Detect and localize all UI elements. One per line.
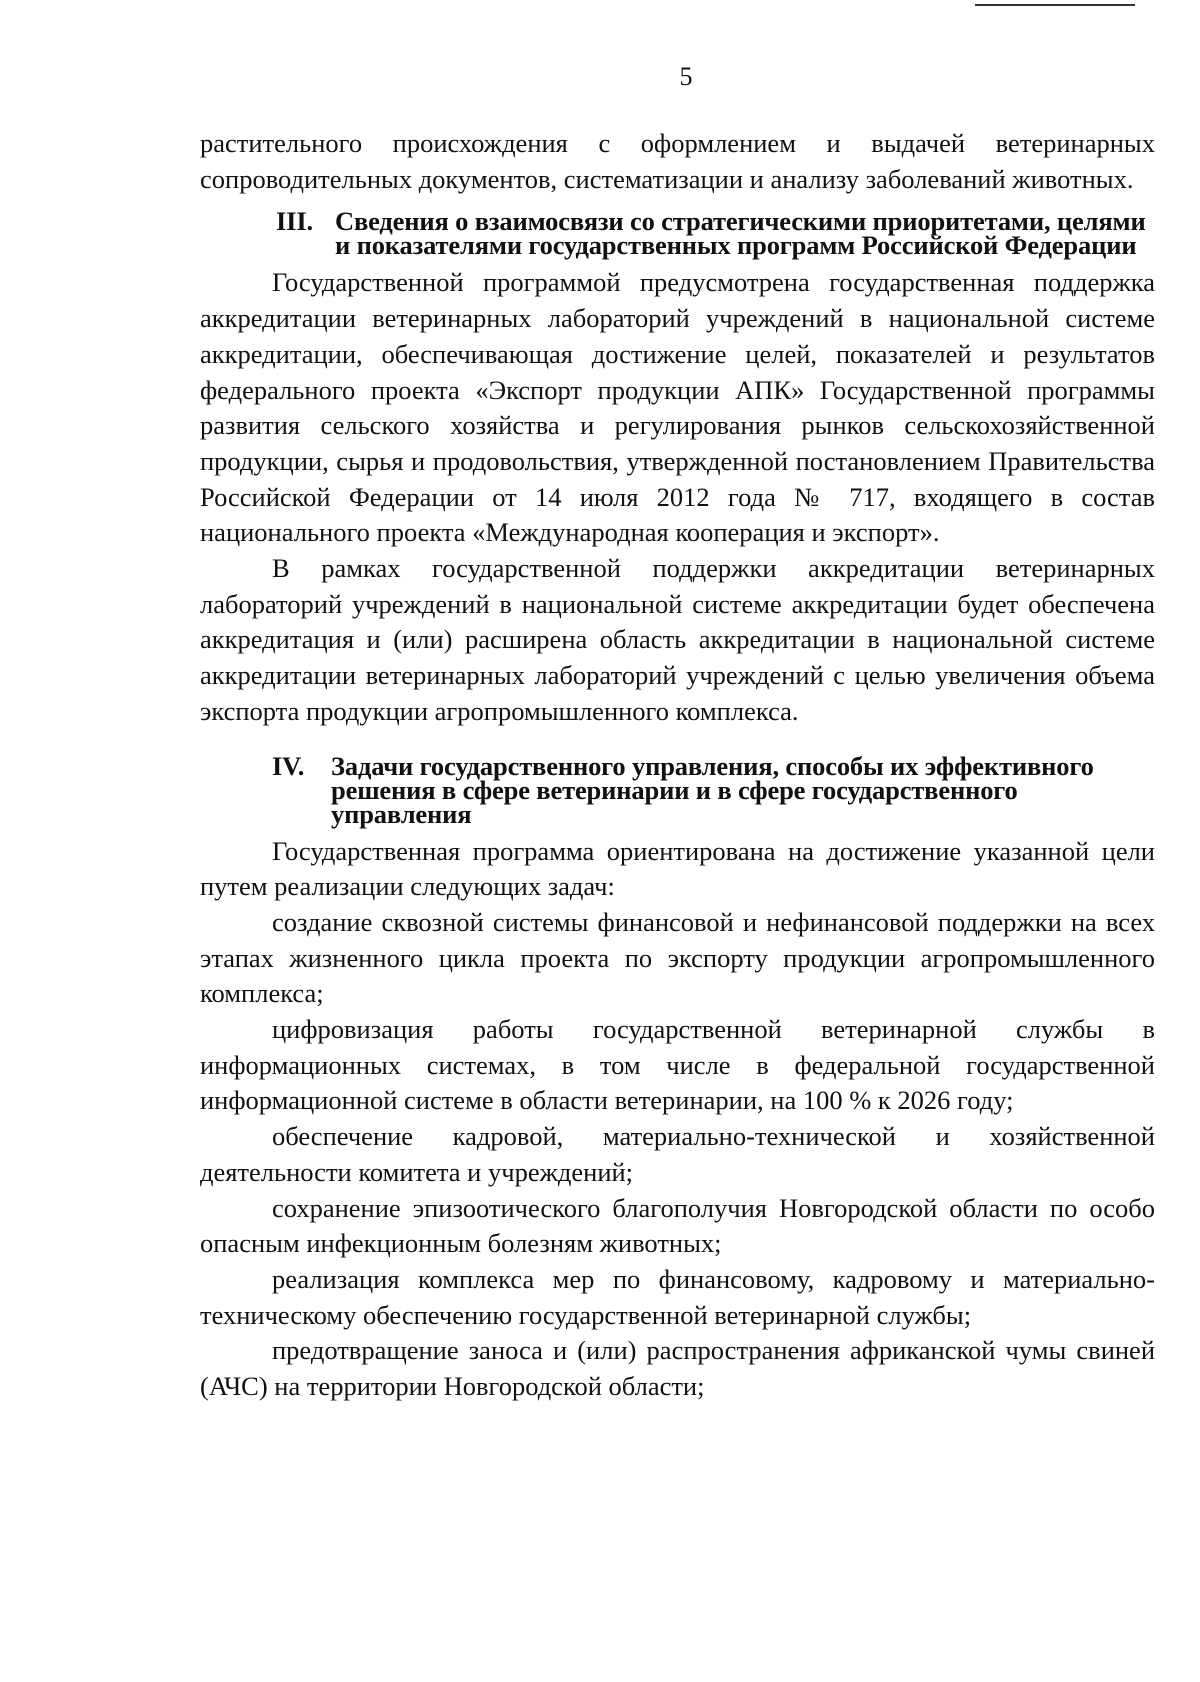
task-item: предотвращение заноса и (или) распространения африканской чумы свиней (АЧС) на территории Новгородской области;	[200, 1335, 1155, 1402]
page-number: 5	[679, 62, 693, 91]
section-heading-3	[200, 206, 1155, 261]
task-item: обеспечение кадровой, материально-технической и хозяйственной деятельности комитета и учреждений;	[200, 1121, 1155, 1187]
section-number-3: III.	[276, 206, 313, 237]
top-edge-line	[975, 4, 1135, 6]
task-item: реализация комплекса мер по финансовому, кадровому и материально-техническому обеспечению государственной ветеринарной службы;	[200, 1263, 1155, 1330]
section3-paragraph: В рамках государственной поддержки аккредитации ветеринарных лабораторий учреждений в национальной системе аккредитации будет обеспечена аккредитация и (или) расширена область аккредитации в национальной системе аккредитации ветеринарных лабораторий учреждений с целью увеличения объема экспорта продукции агропромышленного комплекса.	[200, 553, 1155, 726]
section-title-4: Задачи государственного управления, способы их эффективного решения в сфере ветеринарии и в сфере государственного управления	[331, 750, 1094, 829]
section-number-4: IV.	[272, 750, 305, 781]
task-item: цифровизация работы государственной ветеринарной службы в информационных системах, в том числе в федеральной государственной информационной системе в области ветеринарии, на 100 % к 2026 году;	[200, 1014, 1155, 1116]
paragraph-intro: растительного происхождения с оформлением и выдачей ветеринарных сопроводительных документов, систематизации и анализу заболеваний животных.	[200, 128, 1155, 194]
document-body	[200, 126, 1155, 1405]
section-heading-4	[200, 750, 1155, 829]
section-title-3: Сведения о взаимосвязи со стратегическими приоритетами, целями и показателями государственных программ Российской Федерации	[335, 206, 1146, 261]
section4-paragraph: Государственная программа ориентирована на достижение указанной цели путем реализации следующих задач:	[200, 835, 1155, 902]
task-item: сохранение эпизоотического благополучия Новгородской области по особо опасным инфекционным болезням животных;	[200, 1192, 1155, 1259]
section3-paragraph: Государственной программой предусмотрена государственная поддержка аккредитации ветеринарных лабораторий учреждений в национальной системе аккредитации, обеспечивающая достижение целей, показателей и результатов федерального проекта «Экспорт продукции АПК» Государственной программы развития сельского хозяйства и регулирования рынков сельскохозяйственной продукции, сырья и продовольствия, утвержденной постановлением Правительства Российской Федерации от 14 июля 2012 года № 717, входящего в состав национального проекта «Международная кооперация и экспорт».	[200, 267, 1155, 548]
task-item: создание сквозной системы финансовой и нефинансовой поддержки на всех этапах жизненного цикла проекта по экспорту продукции агропромышленного комплекса;	[200, 906, 1155, 1009]
